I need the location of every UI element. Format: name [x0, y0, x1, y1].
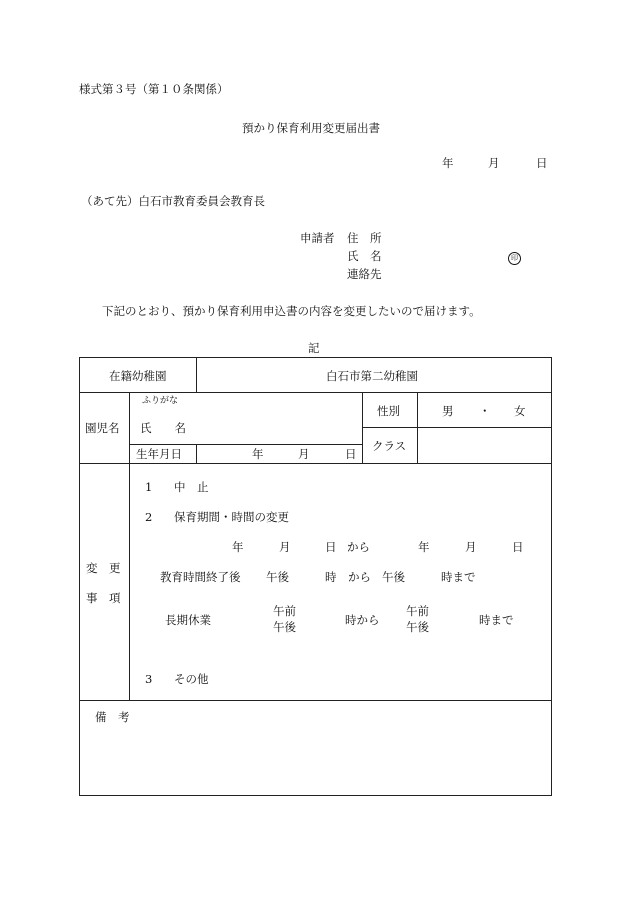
row-divider	[129, 444, 362, 445]
item2-number: 2	[145, 510, 153, 524]
applicant-contact-label: 連絡先	[347, 267, 382, 281]
long-break-label: 長期休業	[165, 613, 211, 627]
ki-heading: 記	[308, 341, 320, 355]
seal-mark	[508, 249, 521, 265]
form-number: 様式第３号（第１０条関係）	[79, 82, 229, 96]
period-month-2: 月	[465, 540, 477, 554]
addressee: （あて先）白石市教育委員会教育長	[81, 194, 265, 208]
kindergarten-value: 白石市第二幼稚園	[326, 369, 418, 383]
date-month: 月	[488, 156, 500, 170]
period-year-1: 年	[232, 540, 244, 554]
birth-month: 月	[298, 447, 310, 461]
item3-text: その他	[174, 672, 209, 686]
applicant-label: 申請者	[300, 231, 335, 245]
gender-male: 男	[442, 404, 454, 418]
remarks-label: 備 考	[95, 710, 130, 724]
row-divider	[362, 427, 552, 428]
item1-text: 中 止	[174, 480, 209, 494]
document-title: 預かり保育利用変更届出書	[242, 121, 380, 135]
table-border-top	[79, 357, 552, 358]
row-divider	[79, 392, 552, 393]
item3-number: 3	[145, 672, 153, 686]
long-break-pm-1: 午後	[273, 620, 296, 634]
applicant-name-label: 氏 名	[347, 249, 382, 263]
column-divider	[196, 357, 197, 393]
column-divider	[129, 392, 130, 701]
table-border-bottom	[79, 795, 552, 796]
table-border-left	[79, 357, 80, 796]
class-label: クラス	[372, 439, 407, 453]
table-border-right	[551, 357, 552, 796]
period-year-2: 年	[418, 540, 430, 554]
long-break-hour-from: 時から	[345, 613, 380, 627]
period-day-1: 日	[325, 540, 337, 554]
change-label-2: 事 項	[86, 591, 121, 605]
column-divider	[362, 392, 363, 464]
after-school-hour-until: 時まで	[441, 570, 476, 584]
birthdate-label: 生年月日	[136, 447, 182, 461]
column-divider	[196, 444, 197, 464]
applicant-address-label: 住 所	[347, 231, 382, 245]
after-school-pm-2: 午後	[382, 570, 405, 584]
after-school-pm-1: 午後	[266, 570, 289, 584]
birth-year: 年	[252, 447, 264, 461]
child-name-label: 氏 名	[140, 421, 186, 435]
birth-day: 日	[345, 447, 357, 461]
date-day: 日	[536, 156, 548, 170]
gender-female: 女	[514, 404, 526, 418]
date-year: 年	[442, 156, 454, 170]
gender-label: 性別	[377, 404, 400, 418]
item2-text: 保育期間・時間の変更	[174, 510, 289, 524]
furigana-label: ふりがな	[142, 396, 179, 406]
period-month-1: 月	[279, 540, 291, 554]
child-label: 園児名	[85, 421, 120, 435]
long-break-hour-until: 時まで	[479, 613, 514, 627]
seal-icon: 印	[508, 252, 521, 265]
kindergarten-label: 在籍幼稚園	[109, 369, 167, 383]
row-divider	[79, 463, 552, 464]
period-day-2: 日	[512, 540, 524, 554]
row-divider	[79, 700, 552, 701]
gender-separator: ・	[479, 404, 491, 418]
long-break-am-2: 午前	[406, 604, 429, 618]
long-break-pm-2: 午後	[406, 620, 429, 634]
long-break-am-1: 午前	[273, 604, 296, 618]
after-school-label: 教育時間終了後	[160, 570, 241, 584]
column-divider	[417, 392, 418, 464]
change-label-1: 変 更	[86, 561, 121, 575]
period-from: から	[347, 540, 370, 554]
after-school-hour-from: 時 から	[325, 570, 371, 584]
statement: 下記のとおり、預かり保育利用申込書の内容を変更したいので届けます。	[102, 304, 481, 318]
item1-number: 1	[145, 480, 153, 494]
